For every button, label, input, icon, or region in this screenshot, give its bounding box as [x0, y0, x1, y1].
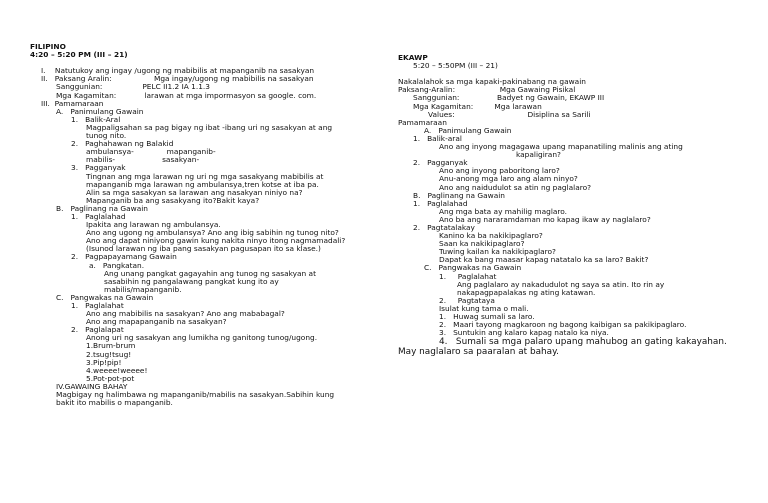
right-text-line: Saan ka nakikipaglaro? [439, 239, 525, 249]
left-text-line: 4:20 – 5:20 PM (III – 21) [30, 50, 128, 60]
right-text-line: Nakalalahok sa mga kapaki-pakinabang na gawain [398, 77, 586, 87]
left-text-line: Anong uri ng sasakyan ang lumikha ng ganitong tunog/ugong. [86, 333, 318, 343]
right-text-line: Pamamaraan [398, 117, 447, 127]
left-text-line: 4.weeee!weeee! [86, 365, 148, 375]
left-text-line: C. Pangwakas na Gawain [56, 292, 154, 302]
left-text-line: (Isunod larawan ng iba pang sasakyan pagusapan ito sa klase.) [86, 244, 321, 254]
right-text-line: Anu-anong mga laro ang alam ninyo? [439, 174, 578, 184]
right-text-line: 2. Pagtataya [439, 295, 495, 305]
right-text-line: Mga Kagamitan: Mga larawan [413, 101, 542, 111]
left-text-line: 1. Paglalahat [71, 301, 124, 310]
right-text-line: Ano ang inyong paboritong laro? [439, 166, 560, 176]
left-text-line: 5.Pot-pot-pot [86, 373, 135, 383]
left-text-line: 3. Pagganyak [71, 163, 126, 173]
left-text-line: tunog nito. [86, 131, 127, 141]
left-text-line: I. Natutukoy ang ingay /ugong ng mabibilis at mapanganib na sasakyan [41, 66, 315, 76]
left-text-line: Ipakita ang larawan ng ambulansya. [86, 220, 221, 230]
left-text-line: Magpaligsahan sa pag bigay ng ibat -ibang uri ng sasakyan at ang [86, 122, 333, 132]
left-text-line: 1. Paglalahad [71, 211, 126, 221]
ekawp-lesson-plan [398, 54, 758, 357]
right-text-line: 2. Pagganyak [413, 158, 468, 168]
left-text-line: B. Paglinang na Gawain [56, 203, 148, 213]
left-text-line: mabilis/mapanganib. [104, 284, 182, 294]
left-text-line: 2. Pagpapayamang Gawain [71, 252, 177, 262]
left-text-line: 2.tsug!tsug! [86, 349, 132, 359]
right-text-line: Ang paglalaro ay nakadudulot ng saya sa atin. Ito rin ay [457, 279, 665, 289]
left-text-line: Mapanganib ba ang sasakyang ito?Bakit kaya? [86, 195, 260, 205]
right-text-line: kapaligiran? [516, 150, 561, 160]
left-text-line: Ano ang ugong ng ambulansya? Ano ang ibig sabihin ng tunog nito? [86, 228, 339, 238]
right-text-line: 1. Huwag sumali sa laro. [439, 312, 535, 321]
filipino-lesson-plan [30, 43, 390, 407]
left-text-line: 1. Balik-Aral [71, 114, 121, 124]
left-text-line: IV.GAWAING BAHAY [56, 381, 128, 391]
right-text-line: Tuwing kailan ka nakikipaglaro? [439, 247, 556, 257]
right-text-line: 1. Paglalahad [413, 198, 468, 208]
left-text-line: Alin sa mga sasakyan sa larawan ang nasakyan niniyo na? [86, 187, 303, 197]
left-text-line: 2. Paglalapat [71, 325, 124, 335]
right-text-line: Ano ang inyong magagawa upang mapanatiling malinis ang ating [439, 142, 683, 152]
left-text-line: Sanggunian: PELC II1.2 IA 1.1.3 [56, 82, 210, 92]
left-text-line: III. Pamamaraan [41, 98, 104, 108]
left-text-line: mapanganib mga larawan ng ambulansya,tren kotse at iba pa. [86, 179, 319, 189]
left-text-line: 2. Paghahawan ng Balakid [71, 139, 174, 149]
right-text-line: nakapagpapalakas ng ating katawan. [457, 287, 596, 297]
right-text-line: Ang mga bata ay mahilig maglaro. [439, 206, 568, 216]
right-text-line: EKAWP [398, 53, 428, 62]
right-text-line: 2. Pagtatalakay [413, 222, 475, 232]
left-text-line: Ang unang pangkat gagayahin ang tunog ng sasakyan at [104, 268, 316, 278]
left-text-line: A. Panimulang Gawain [56, 106, 144, 116]
left-text-line: FILIPINO [30, 42, 66, 51]
left-text-line: Ano ang mapapanganib na sasakyan? [86, 317, 227, 327]
left-text-line: Mga Kagamitan: larawan at mga impormasyon sa google. com. [56, 90, 317, 100]
right-text-line: A. Panimulang Gawain [424, 125, 512, 135]
right-text-line: 3. Suntukin ang kalaro kapag natalo ka niya. [439, 328, 609, 338]
right-text-line: C. Pangwakas na Gawain [424, 263, 522, 273]
left-text-line: mabilis- sasakyan- [86, 155, 200, 165]
left-text-line: Magbigay ng halimbawa ng mapanganib/mabilis na sasakyan.Sabihin kung [56, 390, 335, 400]
left-text-line: 3.Pip!pip! [86, 357, 122, 367]
left-text-line: Ano ang dapat niniyong gawin kung nakita ninyo itong nagmamadali? [86, 236, 346, 246]
left-text-line: Tingnan ang mga larawan ng uri ng mga sasakyang mabibilis at [86, 171, 324, 181]
right-text-line: 1. Balik-aral [413, 133, 462, 143]
left-text-line: ambulansya- mapanganib- [86, 147, 216, 157]
right-text-line: Ano ba ang nararamdaman mo kapag ikaw ay naglalaro? [439, 214, 651, 224]
right-text-line: 5:20 – 5:50PM (III – 21) [413, 61, 498, 71]
right-text-line: 4. Sumali sa mga palaro upang mahubog an gating kakayahan. [439, 337, 727, 348]
left-text-line: Ano ang mabibilis na sasakyan? Ano ang mababagal? [86, 309, 285, 319]
right-text-line: B. Paglinang na Gawain [413, 190, 505, 200]
right-text-line: Values: Disiplina sa Sarili [428, 109, 591, 119]
left-text-line: II. Paksang Aralin: Mga ingay/ugong ng mabibilis na sasakyan [41, 74, 314, 84]
right-text-line: 1. Paglalahat [439, 271, 497, 281]
right-text-line: Kanino ka ba nakikipaglaro? [439, 231, 543, 241]
right-text-line: Dapat ka bang maasar kapag natatalo ka sa laro? Bakit? [439, 255, 649, 265]
right-text-line: 2. Maari tayong magkaroon ng bagong kaibigan sa pakikipaglaro. [439, 320, 687, 330]
right-text-line: Paksang-Aralin: Mga Gawaing Pisikal [398, 85, 576, 95]
right-text-line: Sanggunian: Badyet ng Gawain, EKAWP III [413, 93, 605, 103]
left-text-line: 1.Brum-brum [86, 341, 136, 351]
left-text-line: a. Pangkatan. [89, 260, 145, 270]
right-text-line: May naglalaro sa paaralan at bahay. [398, 347, 559, 358]
left-text-line: bakit ito mabilis o mapanganib. [56, 398, 173, 408]
right-text-line: Ano ang naidudulot sa atin ng paglalaro? [439, 182, 592, 192]
left-text-line: sasabihin ng pangalawang pangkat kung ito ay [104, 276, 279, 286]
right-text-line: Isulat kung tama o mali. [439, 303, 529, 313]
